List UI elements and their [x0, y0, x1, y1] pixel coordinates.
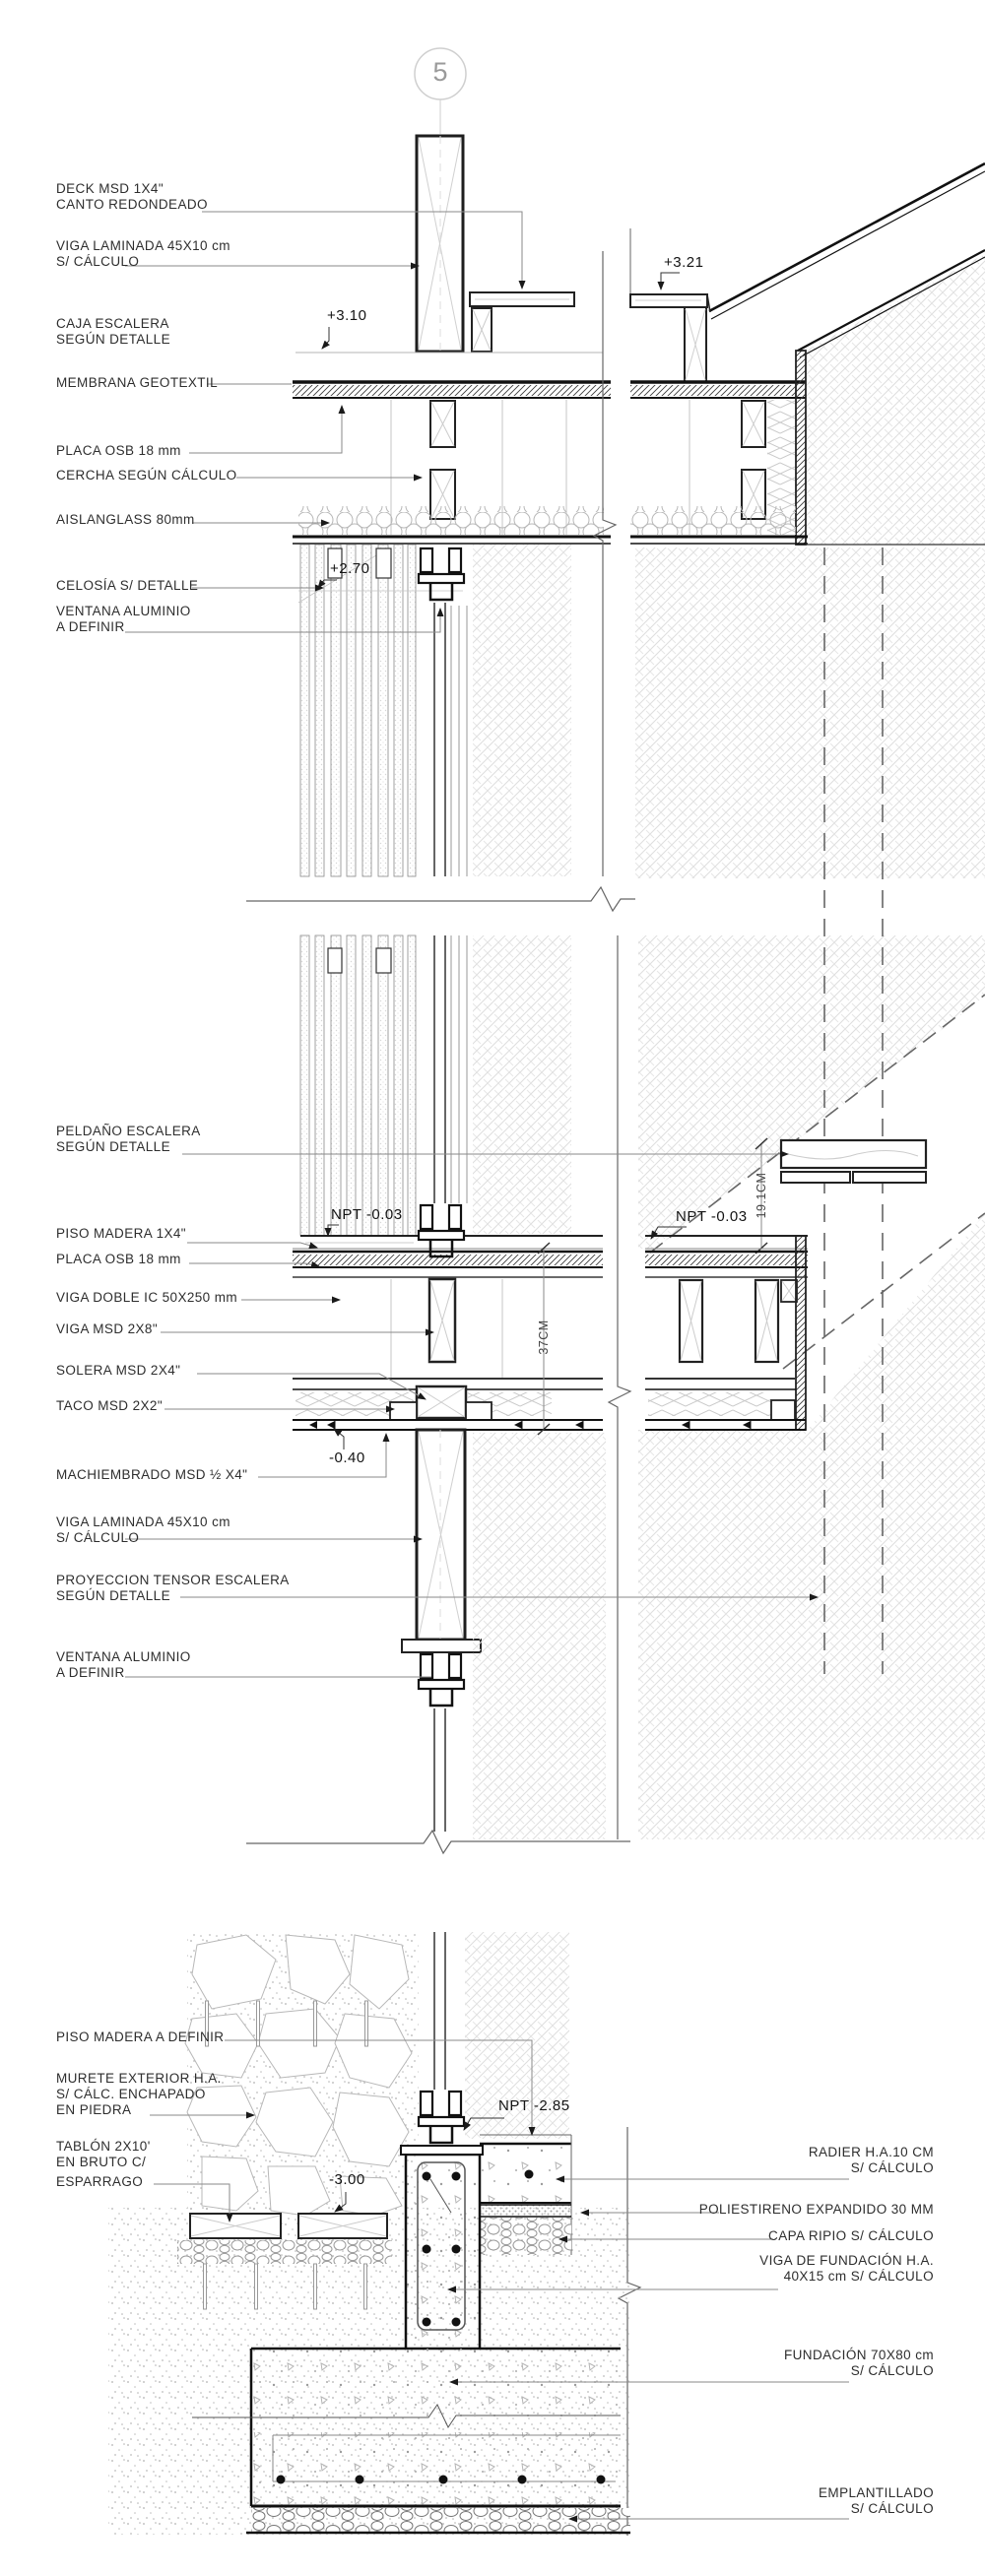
label-solera: SOLERA MSD 2X4" [56, 1363, 181, 1378]
placa-osb-band [293, 385, 611, 396]
level-321: +3.21 [664, 254, 704, 271]
arrow-321 [661, 273, 680, 290]
detail-bottom-foundation [108, 1932, 630, 2535]
label-fundacion: FUNDACIÓN 70X80 cm S/ CÁLCULO [784, 2348, 934, 2378]
poliestireno-band [480, 2205, 571, 2217]
stair-tread [781, 1140, 926, 1168]
label-aislanglass: AISLANGLASS 80mm [56, 512, 195, 527]
rebar-dot [525, 2170, 534, 2179]
level-npt003-left: NPT -0.03 [331, 1206, 403, 1223]
arrow-310 [322, 327, 329, 349]
label-poliestireno: POLIESTIRENO EXPANDIDO 30 MM [698, 2202, 934, 2217]
label-cercha: CERCHA SEGÚN CÁLCULO [56, 468, 237, 483]
level-npt285: NPT -2.85 [498, 2097, 570, 2114]
label-radier: RADIER H.A.10 CM S/ CÁLCULO [808, 2145, 934, 2175]
level-npt003-right: NPT -0.03 [676, 1208, 748, 1225]
label-esparrago: ESPARRAGO [56, 2174, 144, 2189]
level-300: -3.00 [329, 2171, 365, 2188]
detail-middle-left-floor [293, 935, 606, 1839]
window-sill [402, 1640, 481, 1652]
column-top-plate [401, 2146, 483, 2155]
fundacion-footing [251, 2432, 621, 2506]
label-machiembrado: MACHIEMBRADO MSD ½ X4" [56, 1467, 248, 1482]
leader-machiembrado [258, 1434, 386, 1477]
label-ventana-sup: VENTANA ALUMINIO A DEFINIR [56, 604, 191, 634]
label-peldano: PELDAÑO ESCALERA SEGÚN DETALLE [56, 1124, 201, 1154]
arrow-040 [334, 1429, 344, 1449]
aluminum-window-profile [419, 2092, 464, 2143]
label-viga-msd: VIGA MSD 2X8" [56, 1321, 159, 1336]
label-proyeccion: PROYECCION TENSOR ESCALERA SEGÚN DETALLE [56, 1573, 290, 1603]
label-viga-laminada-med: VIGA LAMINADA 45X10 cm S/ CÁLCULO [56, 1514, 230, 1545]
leader-piso-madera-1x4 [187, 1243, 317, 1248]
level-310: +3.10 [327, 307, 367, 324]
label-viga-doble: VIGA DOBLE IC 50X250 mm [56, 1290, 238, 1305]
celosia-boards [300, 935, 416, 1236]
aislanglass-band [298, 506, 604, 535]
label-placa-osb-sup: PLACA OSB 18 mm [56, 443, 181, 458]
section-marker-number: 5 [432, 57, 448, 87]
label-celosia: CELOSÍA S/ DETALLE [56, 578, 199, 593]
label-capa-ripio: CAPA RIPIO S/ CÁLCULO [768, 2228, 934, 2243]
label-tablon: TABLÓN 2X10' EN BRUTO C/ [56, 2139, 151, 2169]
aluminum-window-profile [419, 1654, 464, 1706]
label-caja-escalera: CAJA ESCALERA SEGÚN DETALLE [56, 316, 170, 347]
level-040: -0.40 [329, 1449, 365, 1466]
label-placa-osb-med: PLACA OSB 18 mm [56, 1252, 181, 1266]
label-deck-msd: DECK MSD 1X4" CANTO REDONDEADO [56, 181, 208, 212]
ripio-under-tablones [177, 2240, 392, 2264]
dim-19cm: 19.1CM [755, 1172, 768, 1219]
label-emplantillado: EMPLANTILLADO S/ CÁLCULO [819, 2485, 934, 2516]
taco-block [466, 1402, 492, 1420]
label-membrana: MEMBRANA GEOTEXTIL [56, 375, 218, 390]
label-viga-fundacion: VIGA DE FUNDACIÓN H.A. 40X15 cm S/ CÁLCULO [759, 2253, 934, 2284]
emplantillado-band [251, 2508, 630, 2532]
label-taco: TACO MSD 2X2" [56, 1398, 164, 1413]
label-murete: MURETE EXTERIOR H.A. S/ CÁLC. ENCHAPADO EN PIEDRA [56, 2071, 222, 2117]
dim-37cm: 37CM [537, 1320, 551, 1355]
label-viga-laminada-sup: VIGA LAMINADA 45X10 cm S/ CÁLCULO [56, 238, 230, 269]
detail-top-left-deck [293, 48, 611, 876]
capa-ripio-band [480, 2218, 571, 2255]
aluminum-window-profile [419, 548, 464, 600]
label-piso-madera-def: PISO MADERA A DEFINIR [56, 2029, 225, 2044]
leader-placa-osb-sup [189, 406, 342, 453]
celosia-boards [300, 545, 416, 876]
taco-block [390, 1402, 417, 1420]
label-ventana-med: VENTANA ALUMINIO A DEFINIR [56, 1649, 191, 1680]
label-piso-madera-1x4: PISO MADERA 1X4" [56, 1226, 186, 1241]
level-270: +2.70 [330, 560, 370, 577]
leader-deck [202, 212, 522, 289]
